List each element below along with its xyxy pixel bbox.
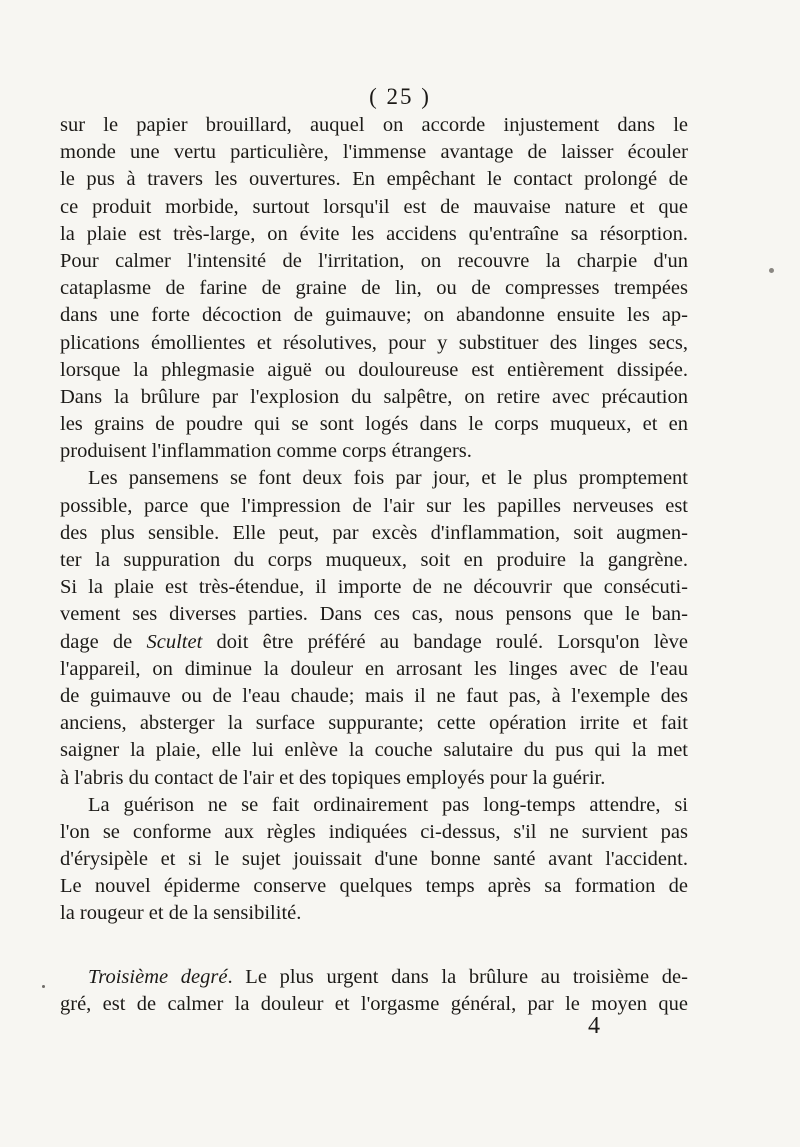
- section-heading-italic: Troisième degré: [88, 965, 228, 988]
- signature-mark: 4: [588, 1013, 600, 1039]
- page-number: ( 25 ): [369, 84, 431, 109]
- text-line: des plus sensible. Elle peut, par excès d'inflammation, soit augmen-: [60, 521, 688, 544]
- text-line: [60, 629, 688, 656]
- text-line: anciens, absterger la surface suppurante; cette opération irrite et fait: [60, 712, 688, 735]
- text-line: saigner la plaie, elle lui enlève la couche salutaire du pus qui la met: [60, 739, 688, 762]
- text-line: dans une forte décoction de guimauve; on abandonne ensuite les ap-: [60, 304, 688, 327]
- text-line: le pus à travers les ouvertures. En empêchant le contact prolongé de: [60, 168, 688, 191]
- author-name-italic: Scultet: [146, 630, 203, 653]
- text-line: ter la suppuration du corps muqueux, soit en produire la gangrène.: [60, 549, 688, 571]
- text-line: à l'abris du contact de l'air et des topiques employés pour la guérir.: [60, 766, 606, 789]
- text-segment: . Le plus urgent dans la brûlure au troisième de-: [227, 965, 688, 988]
- text-line: plications émollientes et résolutives, pour y substituer des linges secs,: [60, 331, 688, 354]
- text-segment: doit être préféré au bandage roulé. Lorsqu'on lève: [202, 630, 689, 653]
- paper-speck: [42, 985, 45, 988]
- text-line: les grains de poudre qui se sont logés dans le corps muqueux, et en: [60, 413, 688, 436]
- text-segment: dage de: [60, 630, 147, 653]
- text-line: sur le papier brouillard, auquel on accorde injustement dans le: [60, 114, 688, 136]
- text-line: la plaie est très-large, on évite les accidens qu'entraîne sa résorption.: [60, 222, 688, 245]
- text-line: produisent l'inflammation comme corps étrangers.: [60, 440, 472, 463]
- text-line: possible, parce que l'impression de l'air sur les papilles nerveuses est: [60, 494, 688, 517]
- text-line: Le nouvel épiderme conserve quelques temps après sa formation de: [60, 875, 688, 898]
- text-line: monde une vertu particulière, l'immense avantage de laisser écouler: [60, 141, 688, 164]
- text-line: l'on se conforme aux règles indiquées ci-dessus, s'il ne survient pas: [60, 820, 688, 843]
- text-line: la rougeur et de la sensibilité.: [60, 902, 302, 925]
- text-line: de guimauve ou de l'eau chaude; mais il ne faut pas, à l'exemple des: [60, 684, 688, 707]
- text-line: Pour calmer l'intensité de l'irritation, on recouvre la charpie d'un: [60, 249, 688, 272]
- text-line: cataplasme de farine de graine de lin, ou de compresses trempées: [60, 277, 688, 300]
- text-line: d'érysipèle et si le sujet jouissait d'une bonne santé avant l'accident.: [60, 848, 688, 871]
- body-text: [60, 112, 688, 1018]
- text-line: lorsque la phlegmasie aiguë ou douloureuse est entièrement dissipée.: [60, 358, 688, 381]
- text-line: Les pansemens se font deux fois par jour, et le plus promptement: [88, 467, 688, 490]
- text-line: ce produit morbide, surtout lorsqu'il est de mauvaise nature et que: [60, 195, 688, 218]
- text-line: Si la plaie est très-étendue, il importe de ne découvrir que consécuti-: [60, 576, 688, 599]
- text-line: vement ses diverses parties. Dans ces cas, nous pensons que le ban-: [60, 603, 688, 626]
- text-line: l'appareil, on diminue la douleur en arrosant les linges avec de l'eau: [60, 657, 688, 680]
- text-line: [60, 964, 688, 991]
- paper-speck: [769, 268, 774, 273]
- text-line: gré, est de calmer la douleur et l'orgasme général, par le moyen que: [60, 992, 688, 1015]
- text-line: Dans la brûlure par l'explosion du salpêtre, on retire avec précaution: [60, 385, 688, 408]
- text-line: La guérison ne se fait ordinairement pas long-temps attendre, si: [88, 793, 688, 816]
